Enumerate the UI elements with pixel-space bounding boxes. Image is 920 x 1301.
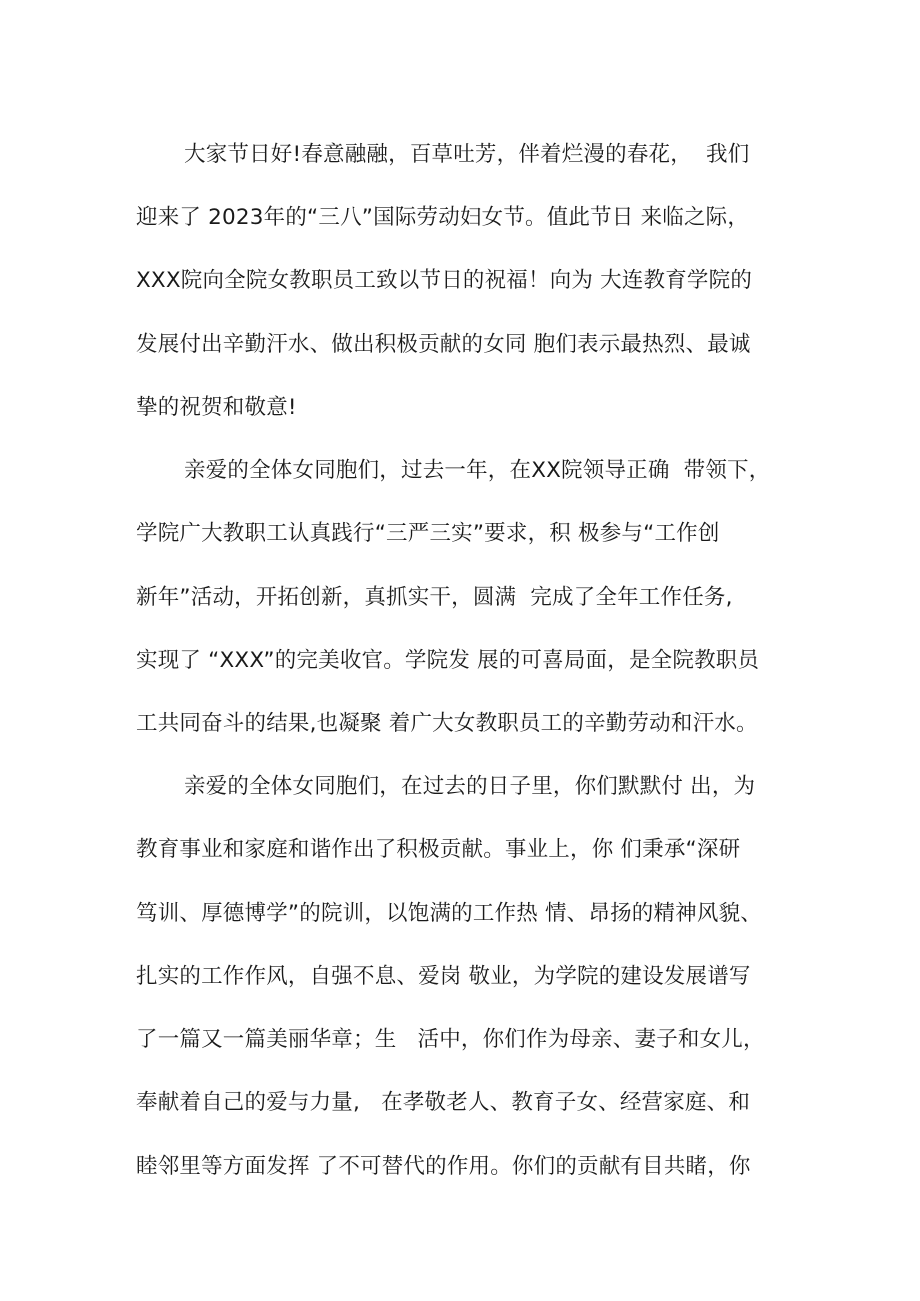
paragraph-3-line-6: 奉献着自己的爱与力量, 在孝敬老人、教育子女、经营家庭、和 (136, 1090, 751, 1115)
paragraph-2-line-3: 新年”活动，开拓创新，真抓实干，圆满 完成了全年工作任务, (136, 585, 733, 610)
paragraph-2-line-4: 实现了 “XXX”的完美收官。学院发 展的可喜局面，是全院教职员 (136, 648, 760, 673)
paragraph-2-line-1: 亲爱的全体女同胞们，过去一年，在XX院领导正确 带领下， (184, 458, 771, 483)
paragraph-3-line-5: 了一篇又一篇美丽华章；生 活中，你们作为母亲、妻子和女儿， (136, 1027, 765, 1052)
paragraph-1-line-1: 大家节日好!春意融融，百草吐芳，伴着烂漫的春花， 我们 (184, 142, 750, 167)
paragraph-3-line-7: 睦邻里等方面发挥 了不可替代的作用。你们的贡献有目共睹，你 (136, 1154, 751, 1179)
paragraph-3-line-4: 扎实的工作作风，自强不息、爱岗 敬业，为学院的建设发展谱写 (136, 964, 751, 989)
paragraph-1-line-5: 挚的祝贺和敬意! (136, 395, 297, 420)
paragraph-3-line-2: 教育事业和家庭和谐作出了积极贡献。事业上，你 们秉承“深研 (136, 837, 741, 862)
paragraph-3-line-1: 亲爱的全体女同胞们，在过去的日子里，你们默默付 出，为 (184, 774, 756, 799)
paragraph-1-line-2: 迎来了 2023年的“三八”国际劳动妇女节。值此节日 来临之际， (136, 205, 750, 230)
paragraph-2-line-5: 工共同奋斗的结果,也凝聚 着广大女教职员工的辛勤劳动和汗水。 (136, 711, 758, 736)
paragraph-1-line-3: XXX院向全院女教职员工致以节日的祝福！向为 大连教育学院的 (136, 268, 753, 293)
paragraph-2-line-2: 学院广大教职工认真践行“三严三实”要求，积 极参与“工作创 (136, 521, 720, 546)
paragraph-1-line-4: 发展付出辛勤汗水、做出积极贡献的女同 胞们表示最热烈、最诚 (136, 332, 751, 357)
paragraph-3-line-3: 笃训、厚德博学”的院训，以饱满的工作热 情、昂扬的精神风貌、 (136, 901, 762, 926)
